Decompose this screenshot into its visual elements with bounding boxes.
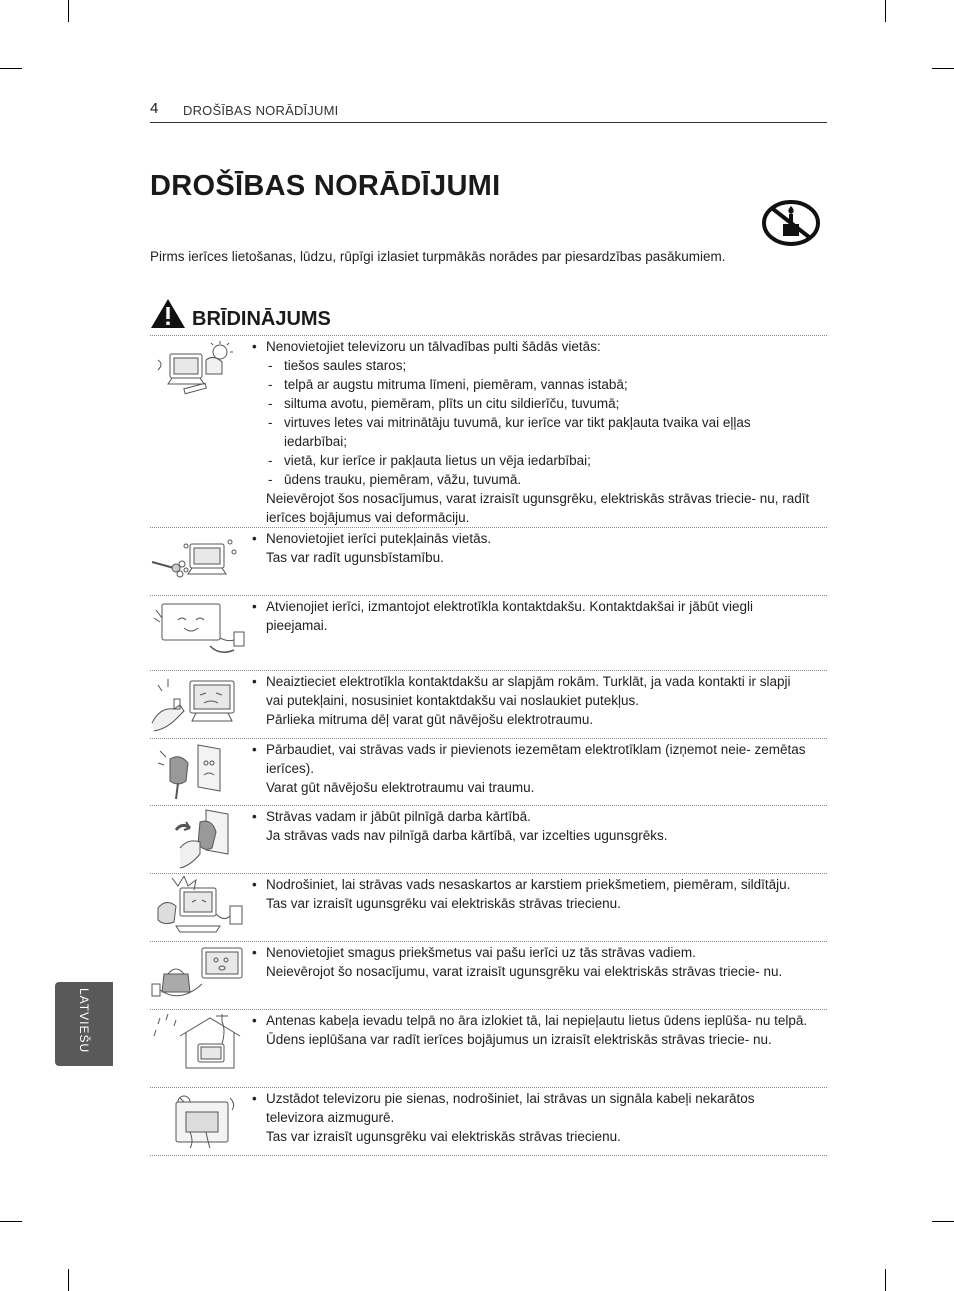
bullet: • bbox=[252, 599, 257, 614]
warning-item bbox=[252, 672, 811, 729]
crop-mark bbox=[68, 0, 69, 22]
bullet: • bbox=[252, 945, 257, 960]
list-item: - virtuves letes vai mitrinātāju tuvumā, kur ierīce var tikt pakļauta tvaika vai eļļas iedarbībai; bbox=[266, 413, 811, 451]
item-note: Tas var radīt ugunsbīstamību. bbox=[266, 550, 444, 565]
list-item: - siltuma avotu, piemēram, plīts un citu sildierīču, tuvumā; bbox=[266, 394, 811, 413]
language-tab bbox=[55, 982, 113, 1066]
running-header bbox=[150, 100, 827, 123]
heavy-objects-on-cord-illustration bbox=[150, 944, 245, 1004]
item-text: Strāvas vadam ir jābūt pilnīgā darba kārtībā. bbox=[266, 809, 531, 824]
warning-item bbox=[252, 597, 811, 635]
wet-hands-plug-illustration bbox=[150, 673, 245, 733]
warning-item bbox=[252, 943, 811, 981]
crop-mark bbox=[0, 68, 22, 69]
unplug-illustration bbox=[150, 598, 245, 658]
page-title: DROŠĪBAS NORĀDĪJUMI bbox=[150, 170, 501, 202]
warning-row bbox=[150, 806, 827, 874]
item-text: Atvienojiet ierīci, izmantojot elektrotīkla kontaktdakšu. Kontaktdakšai ir jābūt viegli pieejamai. bbox=[266, 599, 753, 633]
item-text: Antenas kabeļa ievadu telpā no āra izlokiet tā, lai nepieļautu lietus ūdens ieplūša- nu telpā. bbox=[266, 1013, 808, 1028]
item-text: Neaiztieciet elektrotīkla kontaktdakšu ar slapjām rokām. Turklāt, ja vada kontakti ir slapji vai putekļaini, nosusiniet kontaktdakšu vai noslaukiet putekļus. bbox=[266, 674, 791, 708]
wall-mount-cables-illustration bbox=[150, 1090, 245, 1150]
bullet: • bbox=[252, 674, 257, 689]
item-text: Uzstādot televizoru pie sienas, nodrošiniet, lai strāvas un signāla kabeļi nekarātos televizora aizmugurē. bbox=[266, 1091, 755, 1125]
bullet: • bbox=[252, 531, 257, 546]
bullet: • bbox=[252, 877, 257, 892]
item-note: Ūdens ieplūšana var radīt ierīces bojājumus un izraisīt elektriskās strāvas trieciе- nu. bbox=[266, 1032, 772, 1047]
bullet: • bbox=[252, 1013, 257, 1028]
warning-row bbox=[150, 874, 827, 942]
item-note: Neievērojot šo nosacījumu, varat izraisīt ugunsgrēku vai elektriskās strāvas trieciе- nu. bbox=[266, 964, 783, 979]
warning-item bbox=[252, 807, 811, 845]
section-title: BRĪDINĀJUMS bbox=[192, 308, 331, 330]
dusty-place-illustration bbox=[150, 532, 245, 592]
grounded-outlet-illustration bbox=[150, 741, 245, 801]
list-item: - telpā ar augstu mitruma līmeni, piemēram, vannas istabā; bbox=[266, 375, 811, 394]
running-title: DROŠĪBAS NORĀDĪJUMI bbox=[183, 103, 339, 118]
warning-row bbox=[150, 528, 827, 596]
warning-row bbox=[150, 1010, 827, 1088]
bullet: • bbox=[252, 339, 257, 354]
item-note: Tas var izraisīt ugunsgrēku vai elektriskās strāvas triecienu. bbox=[266, 1129, 621, 1144]
warning-row bbox=[150, 336, 827, 528]
warning-item bbox=[252, 337, 811, 527]
bullet: • bbox=[252, 742, 257, 757]
condition-list bbox=[266, 356, 811, 489]
warning-item bbox=[252, 529, 811, 567]
item-note: Pārlieka mitruma dēļ varat gūt nāvējošu elektrotraumu. bbox=[266, 712, 594, 727]
crop-mark bbox=[932, 1221, 954, 1222]
list-item: - tiešos saules staros; bbox=[266, 356, 811, 375]
warning-row bbox=[150, 942, 827, 1010]
item-text: Nenovietojiet ierīci putekļainās vietās. bbox=[266, 531, 492, 546]
tv-sun-humidity-illustration bbox=[150, 340, 245, 400]
item-note: Varat gūt nāvējošu elektrotraumu vai traumu. bbox=[266, 780, 535, 795]
warning-row bbox=[150, 1088, 827, 1156]
list-item: - ūdens trauku, piemēram, vāžu, tuvumā. bbox=[266, 470, 811, 489]
item-text: Nenovietojiet televizoru un tālvadības pulti šādās vietās: bbox=[266, 339, 601, 354]
item-text: Nodrošiniet, lai strāvas vads nesaskartos ar karstiem priekšmetiem, piemēram, sildītāju. bbox=[266, 877, 791, 892]
damaged-cord-illustration bbox=[150, 808, 245, 868]
warning-item bbox=[252, 875, 811, 913]
antenna-cable-rain-illustration bbox=[150, 1012, 245, 1072]
crop-mark bbox=[885, 1269, 886, 1291]
crop-mark bbox=[885, 0, 886, 22]
bullet: • bbox=[252, 1091, 257, 1106]
warning-item bbox=[252, 1089, 811, 1146]
item-text: Pārbaudiet, vai strāvas vads ir pievienots iezemētam elektrotīklam (izņemot neie- zemētas ierīces). bbox=[266, 742, 806, 776]
item-note: Ja strāvas vads nav pilnīgā darba kārtībā, var izcelties ugunsgrēks. bbox=[266, 828, 668, 843]
hot-objects-cord-illustration bbox=[150, 876, 245, 936]
intro-text: Pirms ierīces lietošanas, lūdzu, rūpīgi izlasiet turpmākās norādes par piesardzības pasākumiem. bbox=[150, 249, 726, 264]
crop-mark bbox=[68, 1269, 69, 1291]
warning-item bbox=[252, 1011, 811, 1049]
no-open-flame-icon bbox=[762, 200, 820, 246]
item-note: Neievērojot šos nosacījumus, varat izraisīt ugunsgrēku, elektriskās strāvas trieciе- nu, radīt ierīces bojājumus vai deformāciju. bbox=[266, 491, 810, 525]
bullet: • bbox=[252, 809, 257, 824]
page-number: 4 bbox=[150, 100, 159, 117]
language-tab-label: LATVIEŠU bbox=[77, 988, 91, 1054]
warning-row bbox=[150, 596, 827, 671]
warning-row bbox=[150, 739, 827, 806]
list-item: - vietā, kur ierīce ir pakļauta lietus un vēja iedarbībai; bbox=[266, 451, 811, 470]
item-text: Nenovietojiet smagus priekšmetus vai pašu ierīci uz tās strāvas vadiem. bbox=[266, 945, 696, 960]
warning-row bbox=[150, 671, 827, 739]
warning-triangle-icon bbox=[150, 297, 186, 329]
warning-item bbox=[252, 740, 811, 797]
crop-mark bbox=[0, 1221, 22, 1222]
item-note: Tas var izraisīt ugunsgrēku vai elektriskās strāvas triecienu. bbox=[266, 896, 621, 911]
crop-mark bbox=[932, 68, 954, 69]
